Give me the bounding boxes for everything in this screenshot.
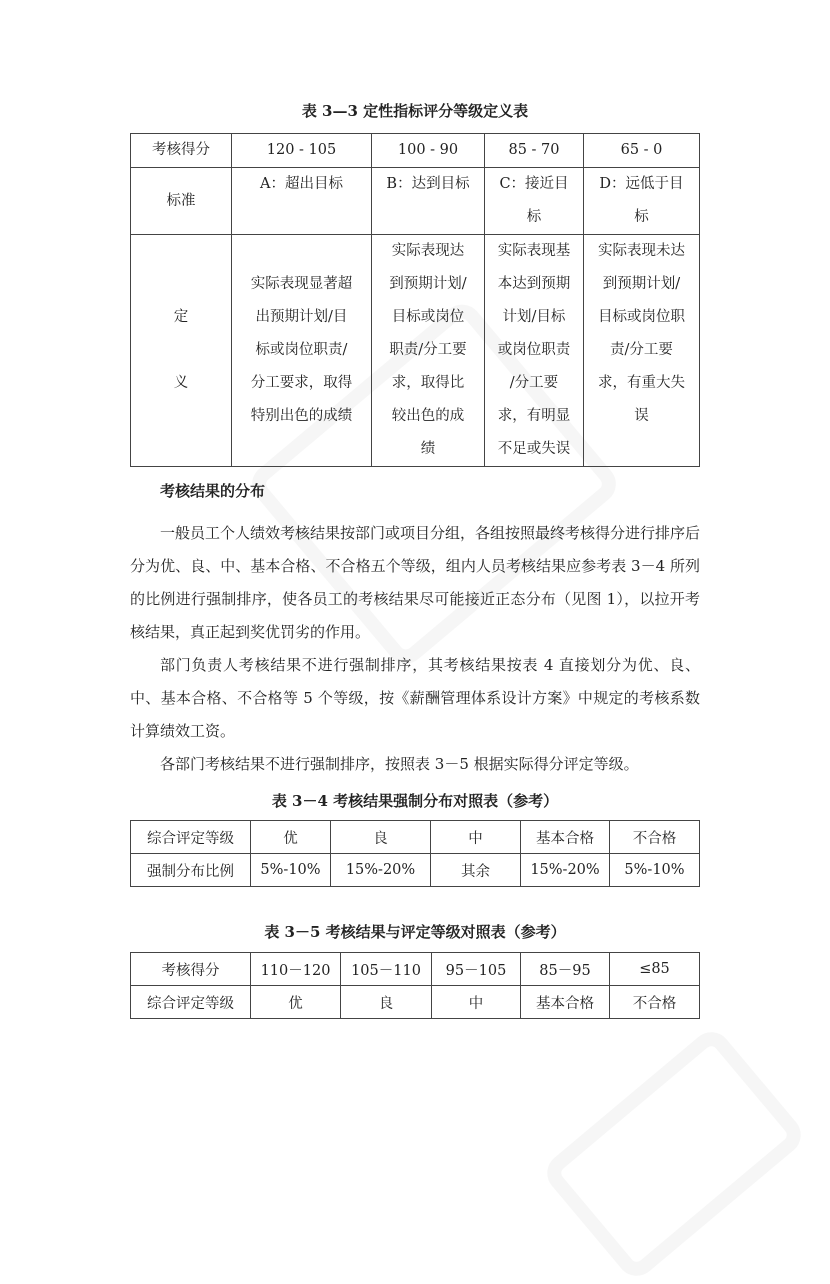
table-cell: ≤85 [610, 953, 700, 986]
table-cell: 强制分布比例 [131, 854, 251, 887]
table-cell: 实际表现达 到预期计划/ 目标或岗位 职责/分工要 求，取得比 较出色的成 绩 [372, 235, 485, 467]
paragraph: 部门负责人考核结果不进行强制排序，其考核结果按表 4 直接划分为优、良、中、基本合格、不合格等 5 个等级，按《薪酬管理体系设计方案》中规定的考核系数计算绩效工资。 [130, 656, 700, 740]
table-cell: 良 [341, 986, 432, 1019]
table-cell: 综合评定等级 [131, 821, 251, 854]
table-cell: 15%-20% [521, 854, 610, 887]
table-row [131, 986, 700, 1019]
table-cell: 定 义 [131, 235, 232, 467]
section-heading: 考核结果的分布 [160, 482, 266, 500]
table-cell: 良 [331, 821, 431, 854]
forced-distribution-table [130, 820, 700, 887]
table-row [131, 134, 700, 168]
table-row [131, 854, 700, 887]
table-row [131, 821, 700, 854]
table-cell: D：远低于目 标 [584, 168, 700, 235]
table-cell: 85－95 [521, 953, 610, 986]
table-cell: 基本合格 [521, 986, 610, 1019]
table-cell: A：超出目标 [232, 168, 372, 235]
table-cell: 优 [251, 986, 341, 1019]
table-cell: 15%-20% [331, 854, 431, 887]
table-cell: 105－110 [341, 953, 432, 986]
table-cell: 95－105 [432, 953, 521, 986]
table-cell: 65 - 0 [584, 134, 700, 168]
table-cell: 5%-10% [251, 854, 331, 887]
table-cell: 5%-10% [610, 854, 700, 887]
table-cell: 不合格 [610, 821, 700, 854]
table-cell: 考核得分 [131, 134, 232, 168]
table-row [131, 953, 700, 986]
table-cell: 不合格 [610, 986, 700, 1019]
table-cell: 120 - 105 [232, 134, 372, 168]
table-cell: 其余 [431, 854, 521, 887]
paragraph: 一般员工个人绩效考核结果按部门或项目分组，各组按照最终考核得分进行排序后分为优、良、中、基本合格、不合格五个等级，组内人员考核结果应参考表 3－4 所列的比例进行强制排序，使各员工的考核结果尽可能接近正态分布（见图 1），以拉开考核结果，真正起到奖优罚劣的作用。 [130, 524, 701, 641]
table-cell: 85 - 70 [485, 134, 584, 168]
grade-definition-table [130, 133, 700, 467]
table-cell: 综合评定等级 [131, 986, 251, 1019]
table-cell: 实际表现未达 到预期计划/ 目标或岗位职 责/分工要 求，有重大失 误 [584, 235, 700, 467]
table-cell: C：接近目 标 [485, 168, 584, 235]
table-cell: 考核得分 [131, 953, 251, 986]
score-grade-table [130, 952, 700, 1019]
table-cell: 实际表现显著超 出预期计划/目 标或岗位职责/ 分工要求，取得 特别出色的成绩 [232, 235, 372, 467]
table-cell: 优 [251, 821, 331, 854]
table-row [131, 168, 700, 235]
table-cell: 110－120 [251, 953, 341, 986]
table-row [131, 235, 700, 467]
table-cell: B：达到目标 [372, 168, 485, 235]
table-3-5-title: 表 3－5 考核结果与评定等级对照表（参考） [264, 923, 566, 941]
watermark [539, 1024, 809, 1284]
table-cell: 实际表现基 本达到预期 计划/目标 或岗位职责 /分工要 求，有明显 不足或失误 [485, 235, 584, 467]
table-3-3-title: 表 3—3 定性指标评分等级定义表 [301, 102, 529, 120]
table-cell: 中 [431, 821, 521, 854]
table-cell: 100 - 90 [372, 134, 485, 168]
table-cell: 标准 [131, 168, 232, 235]
table-cell: 中 [432, 986, 521, 1019]
table-3-4-title: 表 3－4 考核结果强制分布对照表（参考） [271, 792, 559, 810]
paragraph: 各部门考核结果不进行强制排序，按照表 3－5 根据实际得分评定等级。 [160, 755, 639, 773]
table-cell: 基本合格 [521, 821, 610, 854]
